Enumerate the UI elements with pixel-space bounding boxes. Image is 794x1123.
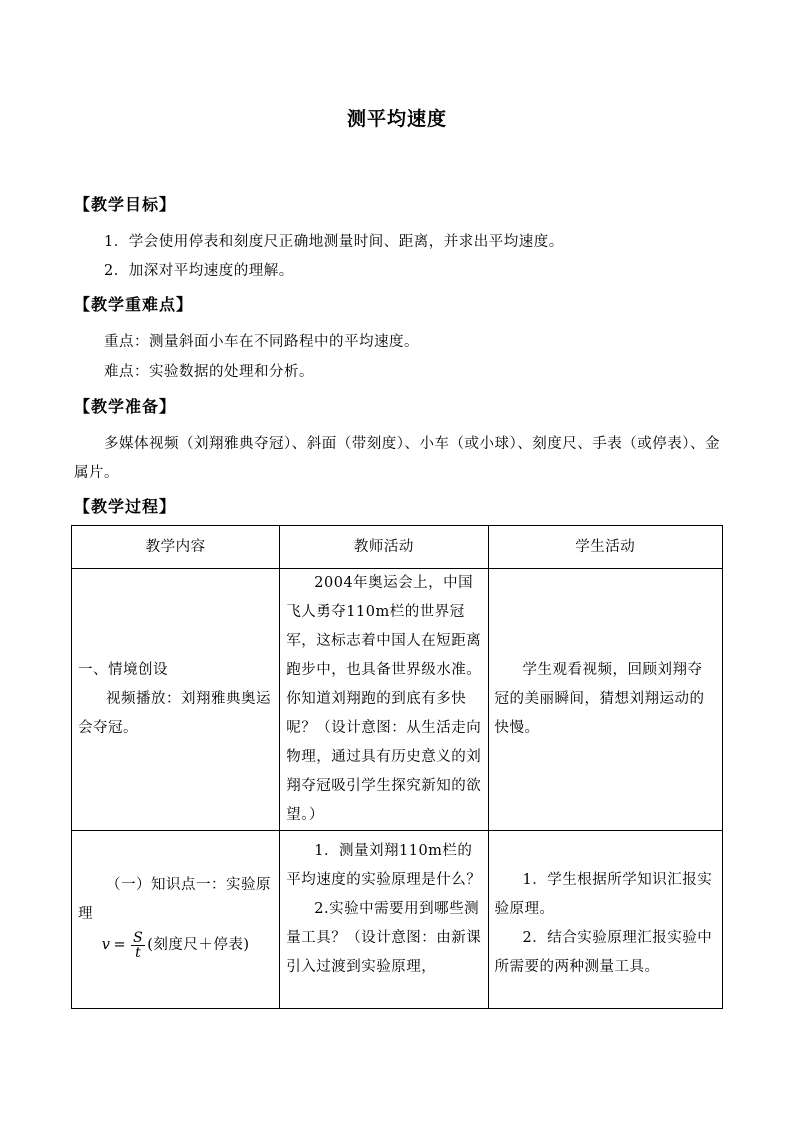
table-row	[72, 831, 723, 1009]
formula-lhs: v	[101, 937, 111, 954]
formula-denominator: t	[135, 945, 142, 961]
row1-teacher-cell	[280, 569, 488, 831]
heading-key-points: 【教学重难点】	[74, 295, 194, 314]
formula-note: (刻度尺＋停表)	[147, 937, 250, 954]
goal-item-2: 2．加深对平均速度的理解。	[104, 263, 294, 279]
row2-content-cell	[72, 831, 280, 1009]
process-table	[71, 525, 723, 1009]
velocity-formula	[78, 929, 273, 964]
table-header-student: 学生活动	[488, 526, 722, 569]
row1-student-text: 学生观看视频，回顾刘翔夺冠的美丽瞬间，猜想刘翔运动的快慢。	[494, 662, 705, 736]
row2-student-text-1: 1．学生根据所学知识汇报实验原理。	[494, 872, 713, 917]
row2-student-cell	[488, 831, 722, 1009]
row1-content-title: 一、情境创设	[78, 662, 168, 678]
formula-numerator: S	[133, 930, 144, 946]
row2-student-text-2: 2．结合实验原理汇报实验中所需要的两种测量工具。	[494, 930, 713, 975]
heading-process: 【教学过程】	[74, 497, 177, 516]
table-header-teacher: 教师活动	[280, 526, 488, 569]
row2-teacher-text-2: 2.实验中需要用到哪些测量工具？（设计意图：由新课引入过渡到实验原理，	[286, 901, 482, 975]
table-header-content: 教学内容	[72, 526, 280, 569]
key-point-item-1: 重点：测量斜面小车在不同路程中的平均速度。	[104, 334, 419, 350]
row1-content-text: 视频播放：刘翔雅典奥运会夺冠。	[78, 691, 271, 736]
table-header-row	[72, 526, 723, 569]
formula-equals: =	[113, 937, 127, 954]
row2-content-text: （一）知识点一：实验原理	[78, 877, 271, 922]
formula-fraction	[131, 931, 145, 960]
preparation-text: 多媒体视频（刘翔雅典夺冠）、斜面（带刻度）、小车（或小球）、刻度尺、手表（或停表）、金属片。	[74, 436, 720, 481]
row2-teacher-text-1: 1．测量刘翔110m栏的平均速度的实验原理是什么？	[286, 843, 482, 888]
page-title: 测平均速度	[346, 108, 447, 130]
goal-item-1: 1．学会使用停表和刻度尺正确地测量时间、距离，并求出平均速度。	[104, 234, 564, 250]
heading-preparation: 【教学准备】	[74, 397, 177, 416]
row1-teacher-text: 2004年奥运会上，中国飞人勇夺110m栏的世界冠军，这标志着中国人在短距离跑步中，也具备世界级水准。你知道刘翔跑的到底有多快呢？（设计意图：从生活走向物理，通过具有历史意义的刘翔夺冠吸引学生探究新知的欲望。）	[286, 575, 482, 823]
row1-student-cell	[488, 569, 722, 831]
heading-goals: 【教学目标】	[74, 195, 177, 214]
row1-content-cell	[72, 569, 280, 831]
key-point-item-2: 难点：实验数据的处理和分析。	[104, 364, 314, 380]
table-row	[72, 569, 723, 831]
row2-teacher-cell	[280, 831, 488, 1009]
